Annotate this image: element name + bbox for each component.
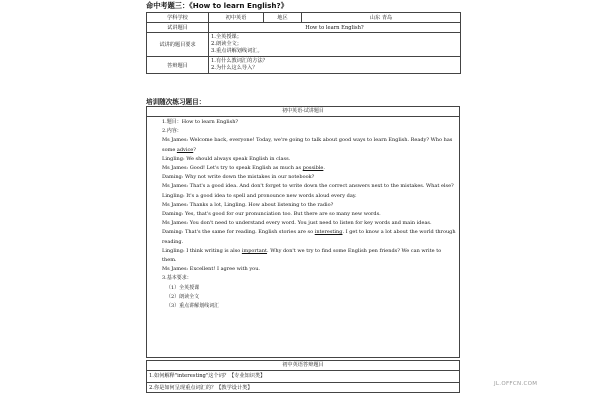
- dialogue-text: Daming: That's the same for reading. English stories are so: [162, 229, 314, 236]
- defense-box: [146, 360, 460, 393]
- defense-line: 2.为什么这么导入？: [211, 65, 258, 71]
- trial-body: [147, 117, 459, 311]
- region-label: 地区: [264, 13, 302, 23]
- defense-question: 2.你是如何呈现重点词汇的？【教学设计类】: [149, 384, 253, 391]
- basic-requirements-title: 3.基本要求：: [162, 275, 192, 282]
- underlined-word: important: [241, 247, 268, 254]
- school-label: 学科学校: [147, 13, 209, 23]
- underlined-word: advice: [176, 146, 194, 153]
- basic-requirement: （2）朗读全文: [166, 293, 200, 300]
- dialogue-text: Ms James: Good! Let's try to speak English as much as: [162, 165, 302, 172]
- dialogue-line: Daming: Yes, that's good for our pronunciation too. But there are so many new words.: [162, 211, 381, 218]
- defense-label: 答辩题目: [147, 57, 209, 74]
- table-row: [147, 13, 461, 23]
- dialogue-line: [150, 247, 456, 265]
- requirement-line: 3.重点讲解划线词汇。: [211, 48, 263, 54]
- dialogue-text: . Why don't we try to find some English pen friends? We can write to them.: [162, 247, 442, 264]
- table-row: [147, 57, 461, 74]
- table-row: [147, 33, 461, 57]
- site-watermark: JL.OFFCN.COM: [494, 381, 538, 387]
- defense-header: 初中英语答辩题目: [147, 361, 459, 371]
- trial-box: [146, 106, 460, 358]
- dialogue-line: [150, 228, 456, 246]
- trial-item-content: 2.内容：: [162, 128, 182, 135]
- defense-question: 1.如何解释"interesting"这个词？【专业知识类】: [147, 371, 459, 383]
- dialogue-line: Ms James: Excellent! I agree with you.: [162, 266, 261, 273]
- dialogue-line: Daming: Why not write down the mistakes in our notebook?: [162, 174, 315, 181]
- info-table: [146, 12, 461, 74]
- requirements-label: 试讲的题目要求: [147, 33, 209, 57]
- practice-title: 培训随次练习题目：: [146, 98, 206, 106]
- basic-requirement: （3）重点讲解划线词汇: [166, 303, 220, 310]
- defense-line: 1.有什么教词汇的方法？: [211, 58, 268, 64]
- dialogue-text: .: [323, 165, 325, 172]
- dialogue-line: Ms James: Thanks a lot, Lingling. How about listening to the radio?: [162, 201, 334, 208]
- requirement-line: 1.全英授课；: [211, 34, 242, 40]
- dialogue-text: Ms James: Welcome back, everyone! Today, we're going to talk about good ways to learn English. Ready? Who has some: [162, 137, 453, 153]
- topic-value: How to learn English?: [209, 23, 461, 33]
- dialogue-line: [150, 136, 456, 154]
- requirement-line: 2.朗读全文；: [211, 41, 242, 47]
- dialogue-line: Lingling: We should always speak English in class.: [162, 155, 291, 162]
- dialogue-text: ?: [193, 146, 196, 153]
- basic-requirement: （1）全英授课: [166, 284, 200, 291]
- document-page: [120, 0, 486, 400]
- trial-item-title: 1.题目：How to learn English?: [162, 119, 239, 125]
- topic-label: 试讲题目: [147, 23, 209, 33]
- document-title: 命中考题三：《How to learn English?》: [146, 1, 288, 10]
- dialogue-line: Ms James: You don't need to understand every word. You just need to listen for key words and main ideas.: [162, 220, 432, 227]
- dialogue-line: Ms James: That's a good idea. And don't forget to write down the correct answers next to the mistakes. What else?: [162, 183, 454, 190]
- trial-header: 初中英语-试讲题目: [147, 107, 459, 117]
- dialogue-line: Lingling: It's a good idea to spell and pronounce new words aloud every day.: [162, 192, 357, 199]
- requirements-cell: [209, 33, 461, 57]
- table-row: [147, 23, 461, 33]
- dialogue-text: . I get to know a lot about the world through reading.: [162, 229, 456, 245]
- dialogue-line: [150, 164, 456, 173]
- underlined-word: interesting: [314, 229, 343, 236]
- underlined-word: possible: [302, 165, 324, 172]
- school-value: 初中英语: [209, 13, 264, 23]
- defense-cell: [209, 57, 461, 74]
- region-value: 山东 青岛: [302, 13, 461, 23]
- dialogue-text: Lingling: I think writing is also: [162, 247, 241, 254]
